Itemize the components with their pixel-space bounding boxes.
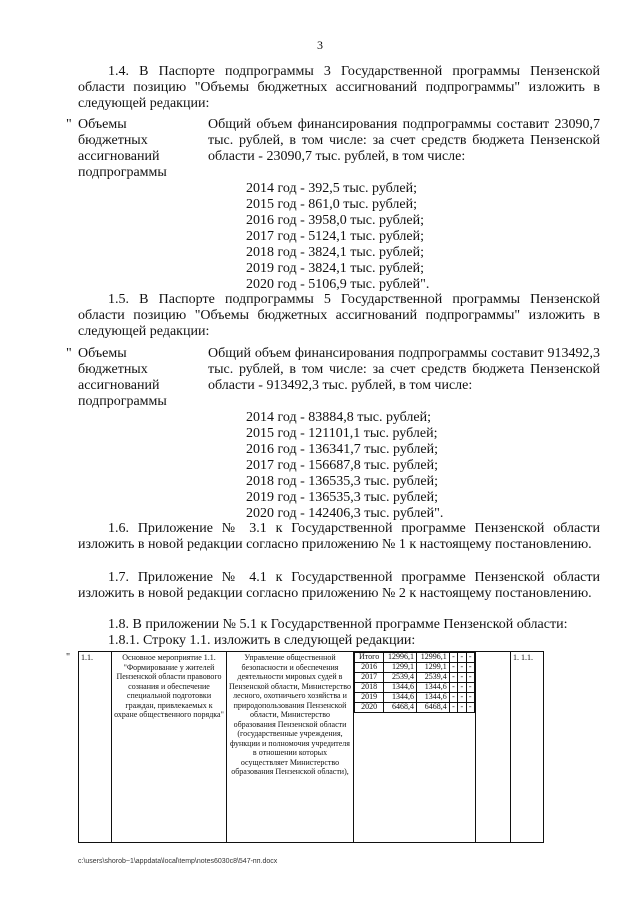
total-value: 1299,1 — [384, 663, 417, 673]
budget-text-2: Общий объем финансирования подпрограммы составит 913492,3 тыс. рублей, в том числе: за счет средств бюджета Пензенской области - 913492,3 тыс. рублей, в том числе: — [208, 346, 600, 393]
paragraph-1-4 — [78, 64, 600, 112]
year-line: 2018 год - 3824,1 тыс. рублей; — [246, 245, 425, 260]
dash-cell: - — [449, 653, 457, 663]
regional-value: 1344,6 — [416, 693, 449, 703]
dash-cell: - — [458, 703, 466, 713]
empty-cell — [476, 652, 511, 843]
regional-value: 6468,4 — [416, 703, 449, 713]
dash-cell: - — [466, 703, 474, 713]
years-cell — [354, 652, 476, 843]
regional-value: 12996,1 — [416, 653, 449, 663]
dash-cell: - — [449, 693, 457, 703]
total-value: 1344,6 — [384, 683, 417, 693]
quote-mark: " — [66, 117, 72, 132]
dash-cell: - — [449, 683, 457, 693]
total-value: 2539,4 — [384, 673, 417, 683]
year-line: 2016 год - 3958,0 тыс. рублей; — [246, 213, 425, 228]
regional-value: 1344,6 — [416, 683, 449, 693]
dash-cell: - — [458, 693, 466, 703]
year-line: 2016 год - 136341,7 тыс. рублей; — [246, 442, 439, 457]
year-line: 2019 год - 3824,1 тыс. рублей; — [246, 261, 425, 276]
year-line: 2019 год - 136535,3 тыс. рублей; — [246, 490, 439, 505]
paragraph-1-7-text: 1.7. Приложение № 4.1 к Государственной программе Пензенской области изложить в новой редакции согласно приложению № 2 к настоящему постановлению. — [78, 570, 600, 601]
table-row — [79, 652, 544, 843]
year-label: 2016 — [355, 663, 384, 673]
year-line: 2018 год - 136535,3 тыс. рублей; — [246, 474, 439, 489]
paragraph-1-7 — [78, 570, 600, 602]
year-line: 2015 год - 861,0 тыс. рублей; — [246, 197, 418, 212]
regional-value: 2539,4 — [416, 673, 449, 683]
paragraph-1-8 — [78, 617, 600, 633]
year-line: 2017 год - 156687,8 тыс. рублей; — [246, 458, 439, 473]
dash-cell: - — [466, 663, 474, 673]
budget-text-1: Общий объем финансирования подпрограммы составит 23090,7 тыс. рублей, в том числе: за счет средств бюджета Пензенской области - 23090,7 тыс. рублей, в том числе: — [208, 117, 600, 164]
dash-cell: - — [449, 673, 457, 683]
paragraph-1-8-1 — [78, 633, 600, 649]
page-number: 3 — [317, 38, 323, 52]
table-quote-mark: " — [66, 652, 71, 663]
dash-cell: - — [458, 663, 466, 673]
label-line: ассигнований — [78, 378, 160, 393]
dash-cell: - — [458, 653, 466, 663]
budget-label-1 — [78, 117, 198, 181]
year-row — [355, 663, 475, 673]
dash-cell: - — [466, 693, 474, 703]
label-line: подпрограммы — [78, 165, 167, 180]
paragraph-1-4-text: 1.4. В Паспорте подпрограммы 3 Государственной программы Пензенской области позицию "Объемы бюджетных ассигнований подпрограммы" изложить в следующей редакции: — [78, 64, 600, 111]
label-line: Объемы — [78, 117, 127, 132]
indicator-cell: 1. 1.1. — [511, 652, 544, 843]
label-line: ассигнований — [78, 149, 160, 164]
total-value: 1344,6 — [384, 693, 417, 703]
dash-cell: - — [458, 683, 466, 693]
year-row — [355, 653, 475, 663]
year-label: 2019 — [355, 693, 384, 703]
file-path-footer: c:\users\shorob~1\appdata\local\temp\notes6030c8\547-пп.docx — [78, 858, 278, 865]
year-row — [355, 673, 475, 683]
paragraph-1-8-text: 1.8. В приложении № 5.1 к Государственной программе Пензенской области: — [108, 617, 568, 632]
executor-cell: Управление общественной безопасности и обеспечения деятельности мировых судей в Пензенской области, Министерство лесного, охотничьего хозяйства и природопользования Пензенской области, Министерство образования Пензенской области (государственные учреждения, функции и полномочия учредителя в отношении которых осуществляет Министерство образования Пензенской области), — [227, 652, 354, 843]
year-label: 2018 — [355, 683, 384, 693]
year-line: 2020 год - 5106,9 тыс. рублей". — [246, 277, 430, 292]
paragraph-1-6-text: 1.6. Приложение № 3.1 к Государственной программе Пензенской области изложить в новой редакции согласно приложению № 1 к настоящему постановлению. — [78, 521, 600, 552]
year-label: 2020 — [355, 703, 384, 713]
dash-cell: - — [466, 653, 474, 663]
label-line: бюджетных — [78, 362, 148, 377]
total-value: 12996,1 — [384, 653, 417, 663]
paragraph-1-6 — [78, 521, 600, 553]
years-table — [354, 652, 475, 713]
year-row — [355, 683, 475, 693]
dash-cell: - — [449, 663, 457, 673]
year-line: 2014 год - 83884,8 тыс. рублей; — [246, 410, 432, 425]
year-row — [355, 693, 475, 703]
quote-mark: " — [66, 346, 72, 361]
year-line: 2017 год - 5124,1 тыс. рублей; — [246, 229, 425, 244]
year-row — [355, 703, 475, 713]
paragraph-1-8-1-text: 1.8.1. Строку 1.1. изложить в следующей редакции: — [108, 633, 416, 648]
measure-table — [78, 651, 544, 843]
year-label: 2017 — [355, 673, 384, 683]
label-line: бюджетных — [78, 133, 148, 148]
row-number: 1.1. — [79, 652, 112, 843]
total-value: 6468,4 — [384, 703, 417, 713]
year-line: 2015 год - 121101,1 тыс. рублей; — [246, 426, 438, 441]
dash-cell: - — [458, 673, 466, 683]
year-line: 2020 год - 142406,3 тыс. рублей". — [246, 506, 444, 521]
paragraph-1-5 — [78, 292, 600, 340]
dash-cell: - — [466, 673, 474, 683]
dash-cell: - — [466, 683, 474, 693]
measure-cell: Основное мероприятие 1.1. "Формирование у жителей Пензенской области правового сознания и обеспечение специальной подготовки граждан, привлекаемых к охране общественного порядка" — [112, 652, 227, 843]
label-line: подпрограммы — [78, 394, 167, 409]
year-label: Итого — [355, 653, 384, 663]
year-line: 2014 год - 392,5 тыс. рублей; — [246, 181, 418, 196]
dash-cell: - — [449, 703, 457, 713]
budget-label-2 — [78, 346, 198, 410]
paragraph-1-5-text: 1.5. В Паспорте подпрограммы 5 Государственной программы Пензенской области позицию "Объемы бюджетных ассигнований подпрограммы" изложить в следующей редакции: — [78, 292, 600, 339]
regional-value: 1299,1 — [416, 663, 449, 673]
label-line: Объемы — [78, 346, 127, 361]
